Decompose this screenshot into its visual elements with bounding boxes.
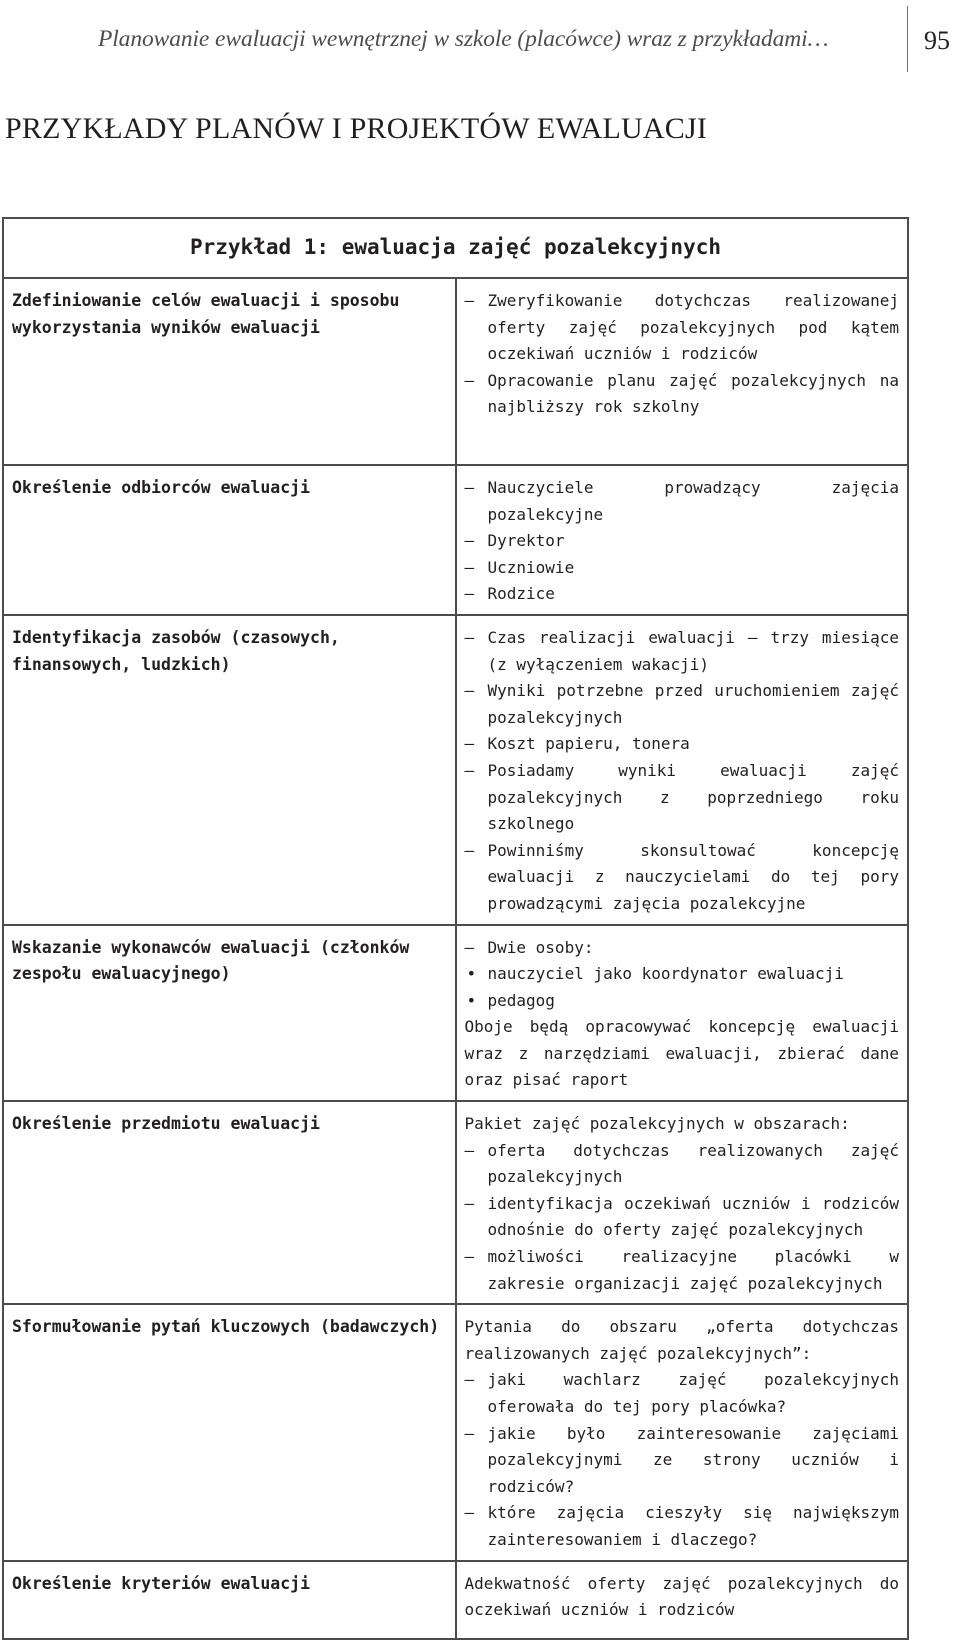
- list-item: – Wyniki potrzebne przed uruchomieniem zajęć pozalekcyjnych: [465, 678, 900, 731]
- evaluation-plan-table: [2, 217, 909, 1640]
- list-item: – Powinniśmy skonsultować koncepcję ewaluacji z nauczycielami do tej pory prowadzącymi zajęcia pozalekcyjne: [465, 838, 900, 918]
- row-content: [456, 1561, 909, 1639]
- list-outro: Oboje będą opracowywać koncepcję ewaluacji wraz z narzędziami ewaluacji, zbierać dane oraz pisać raport: [464, 1017, 899, 1090]
- list-item: – oferta dotychczas realizowanych zajęć pozalekcyjnych: [465, 1138, 900, 1191]
- table-row: [3, 1561, 908, 1639]
- table-caption: Przykład 1: ewaluacja zajęć pozalekcyjnych: [189, 234, 721, 259]
- row-content: [456, 925, 909, 1102]
- row-label: Sformułowanie pytań kluczowych (badawczych): [3, 1304, 456, 1560]
- list-intro: Pytania do obszaru „oferta dotychczas realizowanych zajęć pozalekcyjnych”:: [464, 1317, 899, 1363]
- row-content: [456, 615, 909, 925]
- row-label: Zdefiniowanie celów ewaluacji i sposobu wykorzystania wyników ewaluacji: [3, 278, 456, 465]
- list-item: – jakie było zainteresowanie zajęciami pozalekcyjnymi ze strony uczniów i rodziców?: [465, 1421, 900, 1501]
- bullet-item: • pedagog: [465, 988, 900, 1015]
- list-item: – które zajęcia cieszyły się największym zainteresowaniem i dlaczego?: [465, 1500, 900, 1553]
- list-item: – Opracowanie planu zajęć pozalekcyjnych na najbliższy rok szkolny: [465, 368, 900, 421]
- row-label: Identyfikacja zasobów (czasowych, finansowych, ludzkich): [3, 615, 456, 925]
- row-label: Określenie przedmiotu ewaluacji: [3, 1101, 456, 1304]
- list-item: – Rodzice: [465, 581, 900, 608]
- table-row: [3, 278, 908, 465]
- section-heading: PRZYKŁADY PLANÓW I PROJEKTÓW EWALUACJI: [5, 112, 708, 145]
- list-item: – Zweryfikowanie dotychczas realizowanej oferty zajęć pozalekcyjnych pod kątem oczekiwań uczniów i rodziców: [465, 288, 900, 368]
- row-label: Wskazanie wykonawców ewaluacji (członków zespołu ewaluacyjnego): [3, 925, 456, 1102]
- row-label: Określenie kryteriów ewaluacji: [3, 1561, 456, 1639]
- table-row: [3, 1101, 908, 1304]
- list-item: – Uczniowie: [465, 555, 900, 582]
- list-intro: – Dwie osoby:: [465, 935, 900, 962]
- table-row: [3, 1304, 908, 1560]
- table-row: [3, 465, 908, 615]
- criteria-text: Adekwatność oferty zajęć pozalekcyjnych do oczekiwań uczniów i rodziców: [464, 1573, 899, 1620]
- row-content: [456, 1101, 909, 1304]
- list-item: – Dyrektor: [465, 528, 900, 555]
- running-title: Planowanie ewaluacji wewnętrznej w szkole (placówce) wraz z przykładami…: [98, 26, 829, 52]
- row-content: [456, 465, 909, 615]
- row-content: [456, 1304, 909, 1560]
- table-row: [3, 615, 908, 925]
- list-item: – Czas realizacji ewaluacji – trzy miesiące (z wyłączeniem wakacji): [465, 625, 900, 678]
- list-item: – Posiadamy wyniki ewaluacji zajęć pozalekcyjnych z poprzedniego roku szkolnego: [465, 758, 900, 838]
- list-item: – identyfikacja oczekiwań uczniów i rodziców odnośnie do oferty zajęć pozalekcyjnych: [465, 1191, 900, 1244]
- list-item: – Koszt papieru, tonera: [465, 731, 900, 758]
- page-number: 95: [924, 26, 950, 55]
- list-item: – możliwości realizacyjne placówki w zakresie organizacji zajęć pozalekcyjnych: [465, 1244, 900, 1297]
- table-caption-cell: [3, 218, 908, 278]
- list-intro: Pakiet zajęć pozalekcyjnych w obszarach:: [464, 1114, 850, 1134]
- header-divider: [907, 6, 908, 72]
- list-item: – Nauczyciele prowadzący zajęcia pozalekcyjne: [465, 475, 900, 528]
- row-content: [456, 278, 909, 465]
- bullet-item: • nauczyciel jako koordynator ewaluacji: [465, 961, 900, 988]
- table-caption-row: [3, 218, 908, 278]
- table-row: [3, 925, 908, 1102]
- row-label: Określenie odbiorców ewaluacji: [3, 465, 456, 615]
- list-item: – jaki wachlarz zajęć pozalekcyjnych oferowała do tej pory placówka?: [465, 1367, 900, 1420]
- running-header: [0, 0, 960, 80]
